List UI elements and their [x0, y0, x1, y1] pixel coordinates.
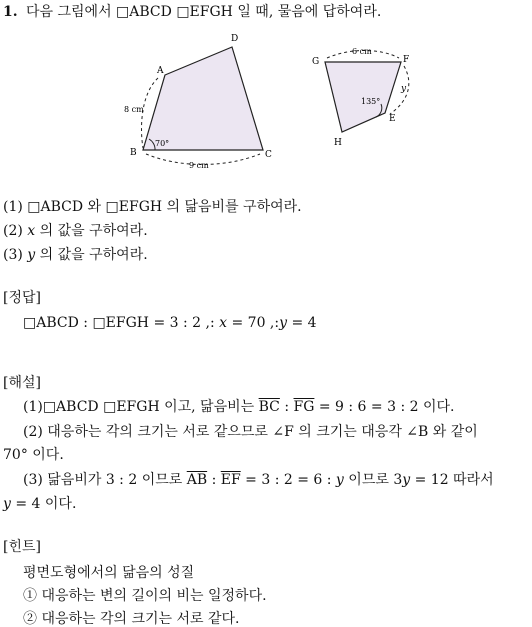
label-e: E: [389, 114, 396, 124]
solution-line-1-a: (1)□ABCD □EFGH 이고, 닮음비는: [23, 399, 259, 415]
answer-y: y: [279, 315, 288, 331]
answer-header: [정답]: [3, 290, 41, 306]
sub-question-3: (3) y 의 값을 구하여라.: [3, 247, 148, 263]
colon-2: :: [207, 472, 221, 488]
label-a: A: [157, 66, 164, 76]
side-gf-label: 6 cm: [352, 47, 372, 56]
label-f: F: [403, 55, 410, 65]
angle-e-label: 135°: [361, 97, 381, 106]
hint-item-2: ② 대응하는 각의 크기는 서로 같다.: [23, 611, 240, 627]
solution-line-5: [3, 497, 76, 511]
sub-question-2: (2) x 의 값을 구하여라.: [3, 223, 148, 239]
hint-title: 평면도형에서의 닮음의 성질: [23, 565, 195, 581]
solution-line-4-c: 이므로 3: [343, 472, 403, 488]
side-ab-label: 8 cm: [124, 105, 144, 114]
hint-item-1: ① 대응하는 변의 길이의 비는 일정하다.: [23, 588, 267, 604]
angle-b-label: 70°: [155, 139, 170, 148]
solution-header: [해설]: [3, 375, 41, 391]
solution-line-4-a: (3) 닮음비가 3 : 2 이므로: [23, 472, 187, 488]
solution-line-4-b: = 3 : 2 = 6 :: [240, 472, 336, 488]
label-h: H: [334, 138, 342, 148]
solution-line-4: [23, 473, 494, 487]
label-g: G: [312, 57, 320, 67]
sub-question-1: (1) □ABCD 와 □EFGH 의 닮음비를 구하여라.: [3, 199, 302, 215]
answer-x: x: [219, 315, 228, 331]
side-bc-label: 9 cm: [189, 161, 209, 170]
quad-abcd-shape: [143, 47, 263, 150]
solution-y-3: y: [3, 496, 11, 512]
var-x: x: [27, 223, 36, 239]
segment-ab: $\overline{AB}$: [186, 472, 208, 488]
quad-abcd: [124, 34, 272, 170]
solution-line-2: (2) 대응하는 각의 크기는 서로 같으므로 ∠F 의 크기는 대응각 ∠B 와 같이: [23, 424, 478, 440]
quad-efgh: [312, 47, 409, 148]
segment-ef: $\overline{EF}$: [220, 472, 241, 488]
answer-text: [23, 316, 317, 330]
side-fe-label: y: [401, 84, 407, 94]
solution-line-4-d: = 12 따라서: [410, 472, 494, 488]
answer-part-b: = 70 ,:: [227, 315, 280, 331]
solution-line-3: 70° 이다.: [3, 447, 64, 463]
solution-y-1: y: [335, 472, 344, 488]
problem-question: 다음 그림에서 □ABCD □EFGH 일 때, 물음에 답하여라.: [26, 4, 382, 20]
answer-part-c: = 4: [287, 315, 317, 331]
label-d: D: [231, 34, 239, 44]
segment-fg: $\overline{FG}$: [293, 399, 315, 415]
colon-1: :: [279, 399, 294, 415]
segment-bc: $\overline{BC}$: [258, 399, 280, 415]
label-c: C: [265, 150, 272, 160]
solution-line-1: [23, 400, 454, 414]
answer-part-a: □ABCD : □EFGH = 3 : 2 ,:: [23, 315, 220, 331]
solution-line-1-b: = 9 : 6 = 3 : 2 이다.: [314, 399, 455, 415]
problem-number: 1.: [3, 4, 18, 20]
solution-line-5-b: = 4 이다.: [10, 496, 77, 512]
hint-header: [힌트]: [3, 539, 41, 555]
label-b: B: [130, 148, 137, 158]
solution-y-2: y: [402, 472, 411, 488]
var-y: y: [27, 247, 36, 263]
